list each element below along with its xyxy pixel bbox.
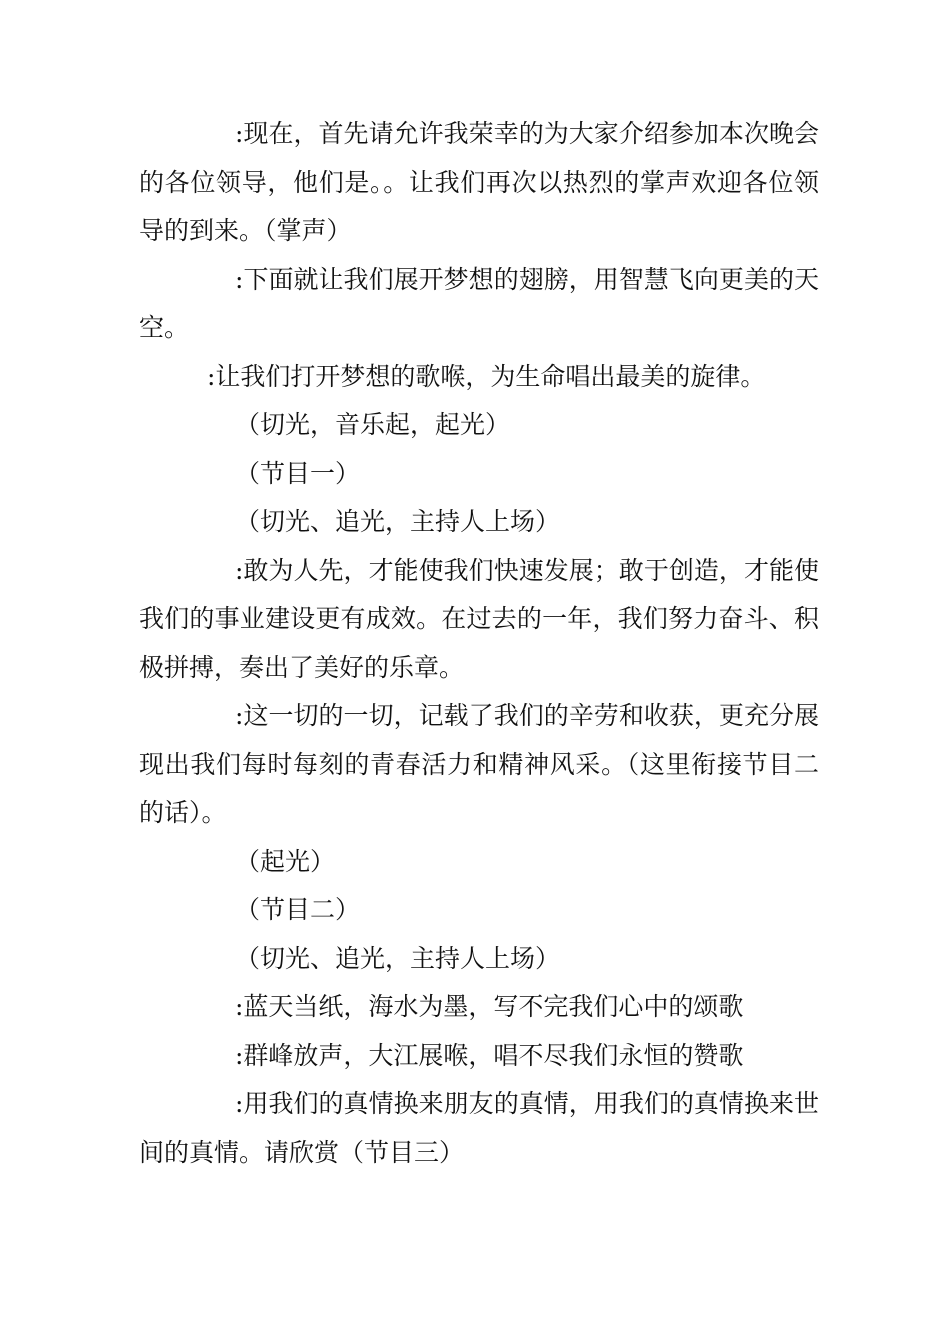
paragraph-dream-wings: :下面就让我们展开梦想的翅膀，用智慧飞向更美的天空。	[139, 264, 819, 342]
document-body	[139, 110, 819, 1177]
stage-direction-hosts-enter-1: （切光、追光，主持人上场）	[235, 507, 561, 536]
paragraph-blue-sky: :蓝天当纸，海水为墨，写不完我们心中的颂歌	[235, 992, 744, 1021]
paragraph-leaders-intro: :现在，首先请允许我荣幸的为大家介绍参加本次晚会的各位领导，他们是。。让我们再次以热烈的掌声欢迎各位领导的到来。（掌声）	[139, 119, 819, 245]
paragraph-true-feelings: :用我们的真情换来朋友的真情，用我们的真情换来世间的真情。请欣赏（节目三）	[139, 1089, 819, 1167]
stage-direction-lights-up: （起光）	[235, 846, 336, 876]
stage-direction-lights-music: （切光，音乐起，起光）	[235, 410, 511, 439]
paragraph-all-of-this: :这一切的一切，记载了我们的辛劳和收获，更充分展现出我们每时每刻的青春活力和精神风采。（这里衔接节目二的话）。	[139, 701, 819, 827]
paragraph-dream-song: :让我们打开梦想的歌喉，为生命唱出最美的旋律。	[207, 361, 766, 391]
paragraph-dare-to-lead: :敢为人先，才能使我们快速发展；敢于创造，才能使我们的事业建设更有成效。在过去的一年，我们努力奋斗、积极拼搏，奏出了美好的乐章。	[139, 555, 819, 682]
paragraph-mountains: :群峰放声，大江展喉，唱不尽我们永恒的赞歌	[235, 1040, 744, 1070]
stage-direction-hosts-enter-2: （切光、追光，主持人上场）	[235, 943, 561, 973]
program-two-label: （节目二）	[235, 895, 361, 924]
program-one-label: （节目一）	[235, 458, 361, 488]
